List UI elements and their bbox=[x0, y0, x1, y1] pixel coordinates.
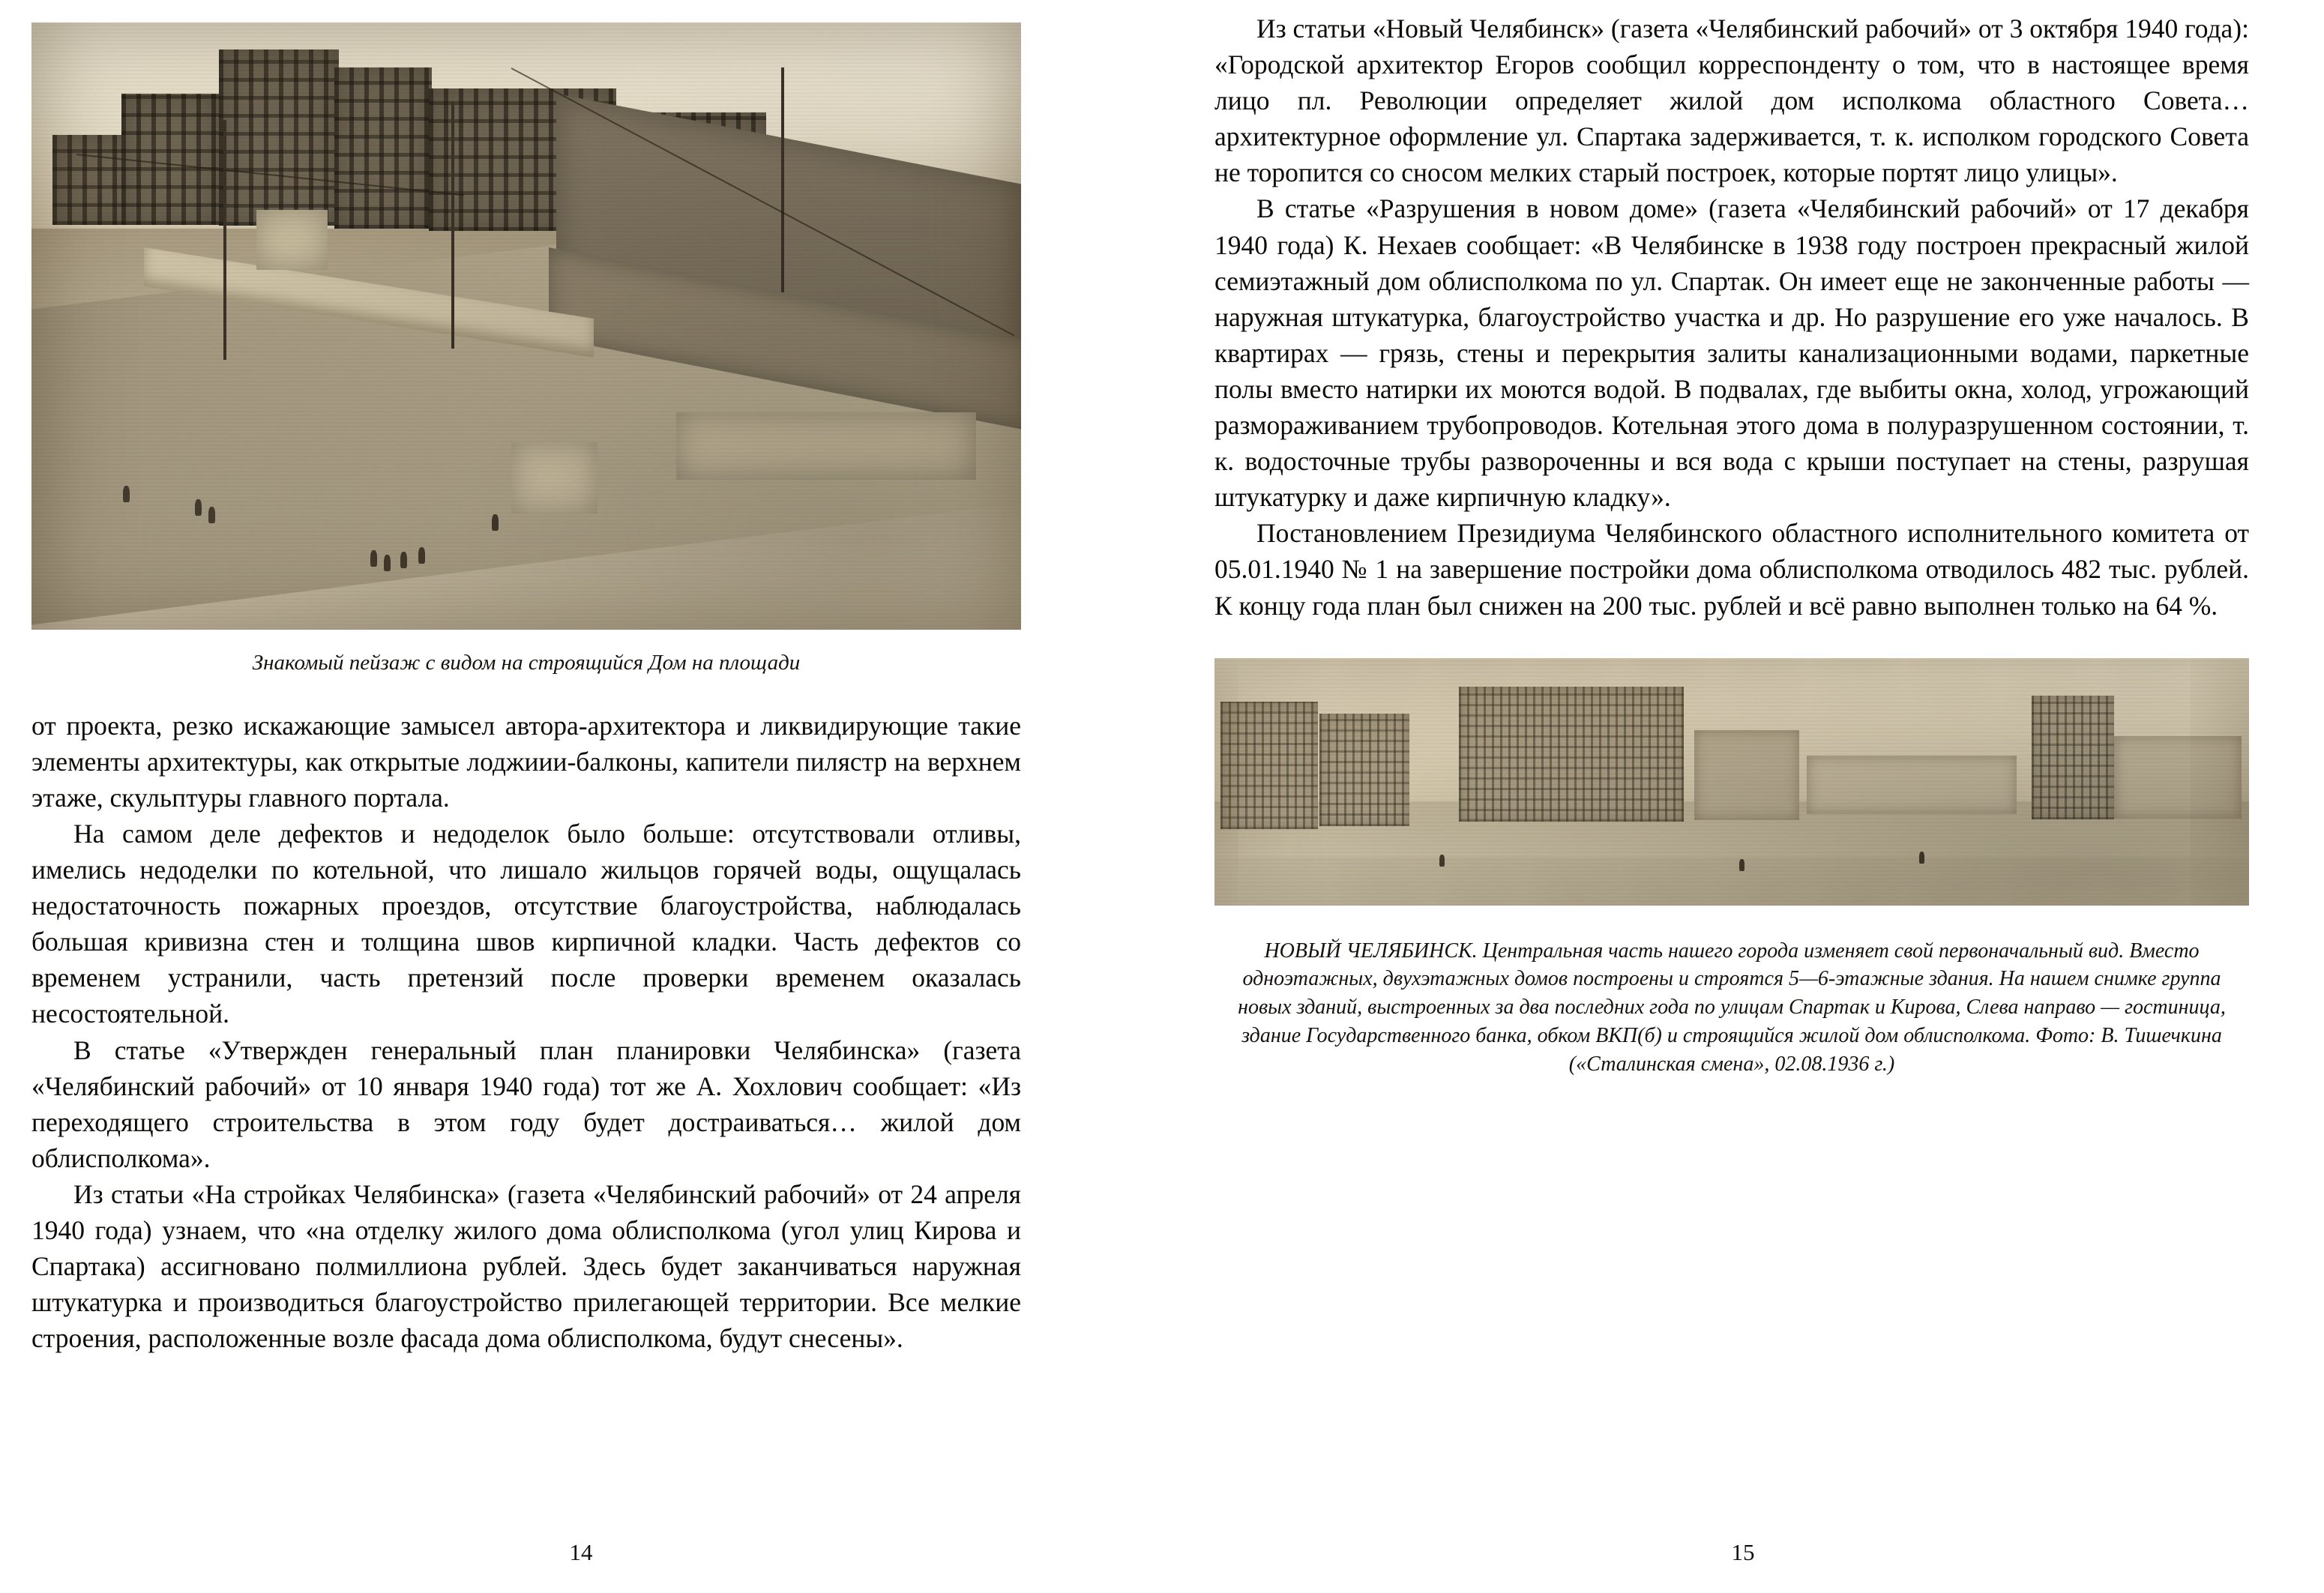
paragraph: от проекта, резко искажающие замысел автора-архитектора и ликвидирующие такие элементы архитектуры, как открытые лоджиии-балконы, капители пилястр на верхнем этаже, скульптуры главного портала. bbox=[31, 710, 1021, 813]
paragraph: На самом деле дефектов и недоделок было больше: отсутствовали отливы, имелись недоделки по котельной, что лишало жильцов горячей воды, ощущалась недостаточность пожарных проездов, отсутствие благоустройства, наблюдалась большая кривизна стен и толщина швов кирпичной кладки. Часть дефектов со временем устранили, часть претензий после проверки временем оказалась несостоятельной. bbox=[31, 818, 1021, 1029]
left-page-body bbox=[31, 708, 1021, 1357]
paragraph: В статье «Утвержден генеральный план планировки Челябинска» (газета «Челябинский рабочий» от 10 января 1940 года) тот же А. Хохлович сообщает: «Из переходящего строительства в этом году будет достраиваться… жилой дом облисполкома». bbox=[31, 1035, 1021, 1173]
paragraph: В статье «Разрушения в новом доме» (газета «Челябинский рабочий» от 17 декабря 1940 года) К. Нехаев сообщает: «В Челябинске в 1938 году построен прекрасный жилой семиэтажный дом облисполкома по ул. Спартак. Он имеет еще не законченные работы — наружная штукатурка, благоустройство участка и др. Но разрушение его уже началось. В квартирах — грязь, стены и перекрытия залиты канализационными водами, паркетные полы вместо натирки их моются водой. В подвалах, где выбиты окна, холод, угрожающий размораживанием трубопроводов. Котельная этого дома в полуразрушенном состоянии, т. к. водосточные трубы развороченны и вся вода с крыши поступает на стены, разрушая штукатурку и даже кирпичную кладку». bbox=[1214, 193, 2249, 513]
paragraph: Из статьи «На стройках Челябинска» (газета «Челябинский рабочий» от 24 апреля 1940 года) узнаем, что «на отделку жилого дома облисполкома (угол улиц Кирова и Спартака) ассигновано полмиллиона рублей. Здесь будет заканчиваться наружная штукатурка и производиться благоустройство прилегающей территории. Все мелкие строения, расположенные возле фасада дома облисполкома, будут снесены». bbox=[31, 1178, 1021, 1354]
page-number-left: 14 bbox=[569, 1539, 593, 1565]
paragraph: Постановлением Президиума Челябинского областного исполнительного комитета от 05.01.1940 № 1 на завершение постройки дома облисполкома отводилось 482 тыс. рублей. К концу года план был снижен на 200 тыс. рублей и всё равно выполнен только на 64 %. bbox=[1214, 518, 2249, 621]
new-chelyabinsk-photo bbox=[1214, 658, 2249, 906]
photo2-vignette bbox=[1214, 658, 2249, 906]
paragraph: Из статьи «Новый Челябинск» (газета «Челябинский рабочий» от 3 октября 1940 года): «Городской архитектор Егоров сообщил корреспонденту о том, что в настоящее время лицо пл. Революции определяет жилой дом исполкома областного Совета… архитектурное оформление ул. Спартака задерживается, т. к. исполком городского Совета не торопится со сносом мелких старый построек, которые портят лицо улицы». bbox=[1214, 13, 2249, 188]
photo-vignette bbox=[31, 22, 1021, 630]
page-number-right: 15 bbox=[1731, 1539, 1755, 1565]
right-page bbox=[1162, 0, 2324, 1593]
new-chelyabinsk-photo-caption: НОВЫЙ ЧЕЛЯБИНСК. Центральная часть нашего города изменяет свой первоначальный вид. Вместо одноэтажных, двухэтажных домов построены и строятся 5—6-этажные здания. На нашем снимке группа новых зданий, выстроенных за два последних года по улицам Спартак и Кирова, Слева направо — гостиница, здание Государственного банка, обком ВКП(б) и строящийся жилой дом облисполкома. Фото: В. Тишечкина («Сталинская смена», 02.08.1936 г.) bbox=[1238, 939, 2226, 1076]
construction-photo bbox=[31, 22, 1021, 630]
construction-photo-caption: Знакомый пейзаж с видом на строящийся Дом на площади bbox=[252, 651, 801, 675]
right-page-body bbox=[1214, 10, 2249, 624]
